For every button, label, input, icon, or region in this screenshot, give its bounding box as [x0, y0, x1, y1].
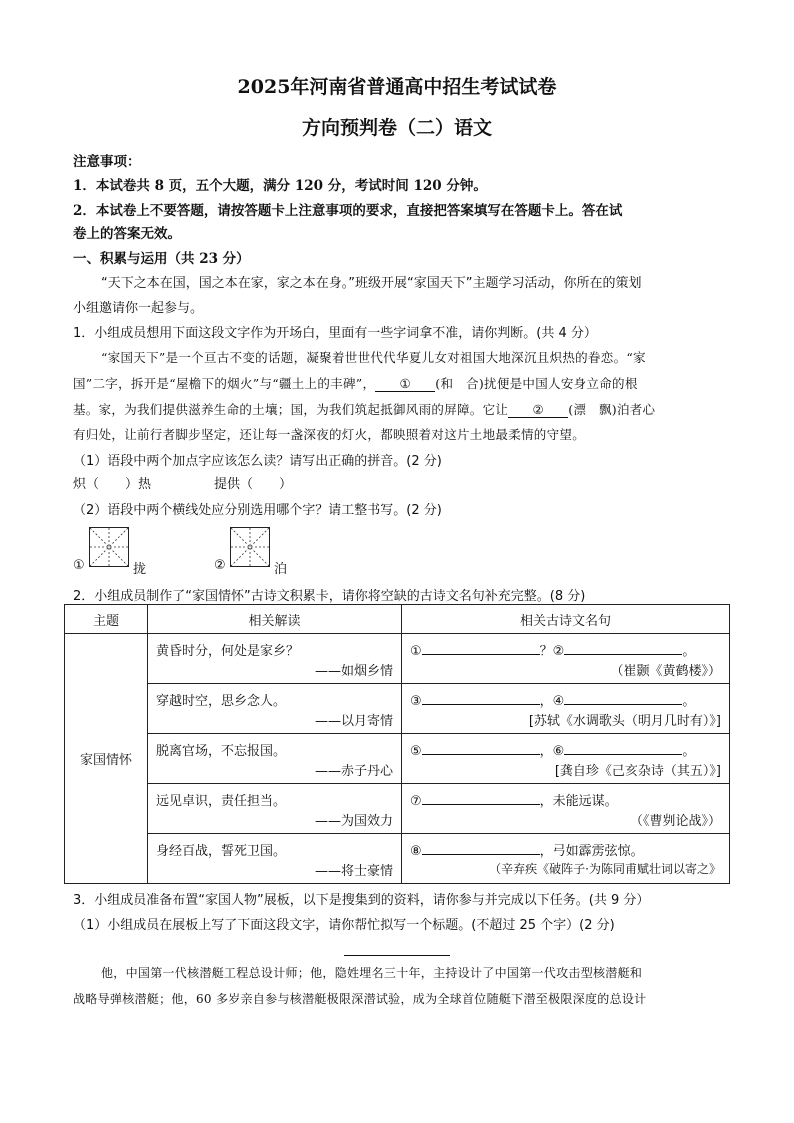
- grid-1-number: ①: [73, 558, 85, 573]
- interp-tag: ——将士豪情: [314, 864, 393, 879]
- q1-sub1: （1）语段中两个加点字应该怎么读？请写出正确的拼音。(2 分): [73, 454, 442, 469]
- poem-source: （《曹刿论战》）: [629, 814, 721, 829]
- poem-end: 。: [682, 744, 696, 759]
- q3-passage-line-2: 战略导弹核潜艇；他，60 多岁亲自参与核潜艇极限深潜试验，成为全球首位随艇下潜至极限深度的总设计: [73, 992, 647, 1006]
- grid-2-tail: 泊: [274, 562, 288, 577]
- q1-passage-2b: (和 合)扰便是中国人安身立命的根: [435, 376, 638, 391]
- blank-number: ⑧: [410, 844, 422, 859]
- poem-line: [410, 740, 695, 759]
- grid-guides-icon: [231, 528, 269, 566]
- q1-sub1-answer-a: 炽（ ）热: [73, 477, 152, 492]
- interp-text: 穿越时空，思乡念人。: [156, 694, 287, 709]
- q1-passage-line-4: 有归处，让前行者脚步坚定，还让每一盏深夜的灯火，都映照着对这片土地最柔情的守望。: [73, 427, 586, 442]
- answer-blank[interactable]: [422, 790, 540, 805]
- interp-cell: [148, 784, 402, 834]
- q1-passage-3a: 基。家，为我们提供滋养生命的土壤；国，为我们筑起抵御风雨的屏障。它让: [73, 402, 509, 417]
- answer-blank[interactable]: [422, 640, 540, 655]
- table-row: [65, 684, 730, 734]
- blank-number: ①: [410, 644, 422, 659]
- poem-source: （辛弃疾《破阵子·为陈同甫赋壮词以寄之》: [489, 862, 721, 876]
- section-intro-2: 小组邀请你一起参与。: [73, 301, 204, 316]
- note-item-2: 2．本试卷上不要答题，请按答题卡上注意事项的要求，直接把答案填写在答题卡上。答在试: [73, 203, 623, 219]
- table-header-row: [65, 605, 730, 634]
- interp-text: 远见卓识，责任担当。: [156, 794, 287, 809]
- blank-number: ⑦: [410, 794, 422, 809]
- poem-cell: [402, 734, 730, 784]
- q3-sub1: （1）小组成员在展板上写了下面这段文字，请你帮忙拟写一个标题。(不超过 25 个字）(2 分): [73, 918, 615, 933]
- exam-subtitle: 方向预判卷（二）语文: [301, 117, 492, 139]
- section-heading: 一、积累与运用（共 23 分）: [73, 251, 250, 267]
- q2-stem: 2．小组成员制作了“家国情怀”古诗文积累卡，请你将空缺的古诗文名句补充完整。(8 分): [73, 589, 586, 604]
- q1-stem: 1．小组成员想用下面这段文字作为开场白，里面有一些字词拿不准，请你判断。(共 4 分）: [73, 326, 597, 341]
- poem-cell: [402, 634, 730, 684]
- answer-blank[interactable]: [564, 640, 682, 655]
- interp-tag: ——如烟乡情: [314, 664, 393, 679]
- interp-text: 脱离官场，不忘报国。: [156, 744, 287, 759]
- answer-blank[interactable]: [422, 840, 540, 855]
- blank-1: ①: [375, 376, 435, 392]
- poem-text: ？②: [539, 644, 565, 659]
- q1-sub2: （2）语段中两个横线处应分别选用哪个字？请工整书写。(2 分): [73, 503, 442, 518]
- note-item-2-cont: 卷上的答案无效。: [73, 226, 181, 242]
- answer-blank[interactable]: [422, 690, 540, 705]
- q1-passage-3b: (漂 飘)泊者心: [568, 402, 656, 417]
- q1-passage-line-2: [73, 374, 638, 392]
- poem-cell: [402, 834, 730, 884]
- table-row: [65, 634, 730, 684]
- poem-cell: [402, 684, 730, 734]
- grid-guides-icon: [90, 528, 128, 566]
- poem-source: [龚自珍《己亥杂诗（其五）》]: [554, 764, 721, 779]
- writing-grid-2[interactable]: [230, 527, 270, 567]
- poem-line: [410, 790, 618, 809]
- interp-text: 身经百战，誓死卫国。: [156, 844, 287, 859]
- interp-cell: [148, 634, 402, 684]
- title-answer-line[interactable]: [344, 955, 450, 956]
- blank-2: ②: [508, 402, 568, 418]
- answer-blank[interactable]: [422, 740, 540, 755]
- poem-line: [410, 690, 695, 709]
- answer-blank[interactable]: [564, 740, 682, 755]
- grid-1-tail: 拢: [133, 562, 147, 577]
- poem-text: ，④: [539, 694, 565, 709]
- table-header: 相关古诗文名句: [402, 605, 730, 634]
- table-header: 主题: [65, 605, 148, 634]
- notes-label: 注意事项：: [73, 154, 141, 170]
- grid-2-number: ②: [214, 558, 226, 573]
- interp-tag: ——为国效力: [314, 814, 393, 829]
- poem-end: 。: [682, 694, 696, 709]
- section-intro-1: “天下之本在国，国之本在家，家之本在身。”班级开展“家国天下”主题学习活动，你所在的策划: [101, 276, 642, 291]
- table-row: [65, 734, 730, 784]
- q3-stem: 3．小组成员准备布置“家国人物”展板，以下是搜集到的资料，请你参与并完成以下任务。(共 9 分）: [73, 893, 650, 908]
- poem-source: [苏轼《水调歌头（明月几时有）》]: [528, 714, 721, 729]
- theme-cell: 家国情怀: [65, 634, 148, 884]
- q3-passage-line-1: 他，中国第一代核潜艇工程总设计师；他，隐姓埋名三十年，主持设计了中国第一代攻击型核潜艇和: [101, 966, 643, 980]
- q1-passage-2a: 国”二字，拆开是“屋檐下的烟火”与“疆土上的丰碑”，: [73, 376, 376, 391]
- poem-end: 。: [682, 644, 696, 659]
- q1-sub1-answer-b: 提供（ ）: [214, 477, 293, 492]
- q1-passage-line-1: “家国天下”是一个亘古不变的话题，凝聚着世世代代华夏儿女对祖国大地深沉且炽热的眷恋。“家: [101, 350, 646, 365]
- blank-number: ③: [410, 694, 422, 709]
- table-row: [65, 784, 730, 834]
- interp-cell: [148, 834, 402, 884]
- interp-text: 黄昏时分，何处是家乡？: [156, 644, 300, 659]
- writing-grid-1[interactable]: [89, 527, 129, 567]
- poem-text: ，⑥: [539, 744, 565, 759]
- interp-cell: [148, 684, 402, 734]
- poem-text: ，弓如霹雳弦惊。: [539, 844, 644, 859]
- q1-passage-line-3: [73, 400, 655, 418]
- blank-number: ⑤: [410, 744, 422, 759]
- poem-table: [64, 604, 730, 884]
- table-header: 相关解读: [148, 605, 402, 634]
- interp-tag: ——以月寄情: [314, 714, 393, 729]
- note-item-1: 1．本试卷共 8 页，五个大题，满分 120 分，考试时间 120 分钟。: [73, 178, 487, 194]
- table-row: [65, 834, 730, 884]
- poem-line: [410, 840, 644, 859]
- exam-title: 2025年河南省普通高中招生考试试卷: [237, 76, 557, 98]
- interp-cell: [148, 734, 402, 784]
- poem-text: ，未能远谋。: [539, 794, 618, 809]
- poem-line: [410, 640, 695, 659]
- answer-blank[interactable]: [564, 690, 682, 705]
- poem-cell: [402, 784, 730, 834]
- poem-source: （崔颢《黄鹤楼》）: [610, 664, 721, 679]
- interp-tag: ——赤子丹心: [314, 764, 393, 779]
